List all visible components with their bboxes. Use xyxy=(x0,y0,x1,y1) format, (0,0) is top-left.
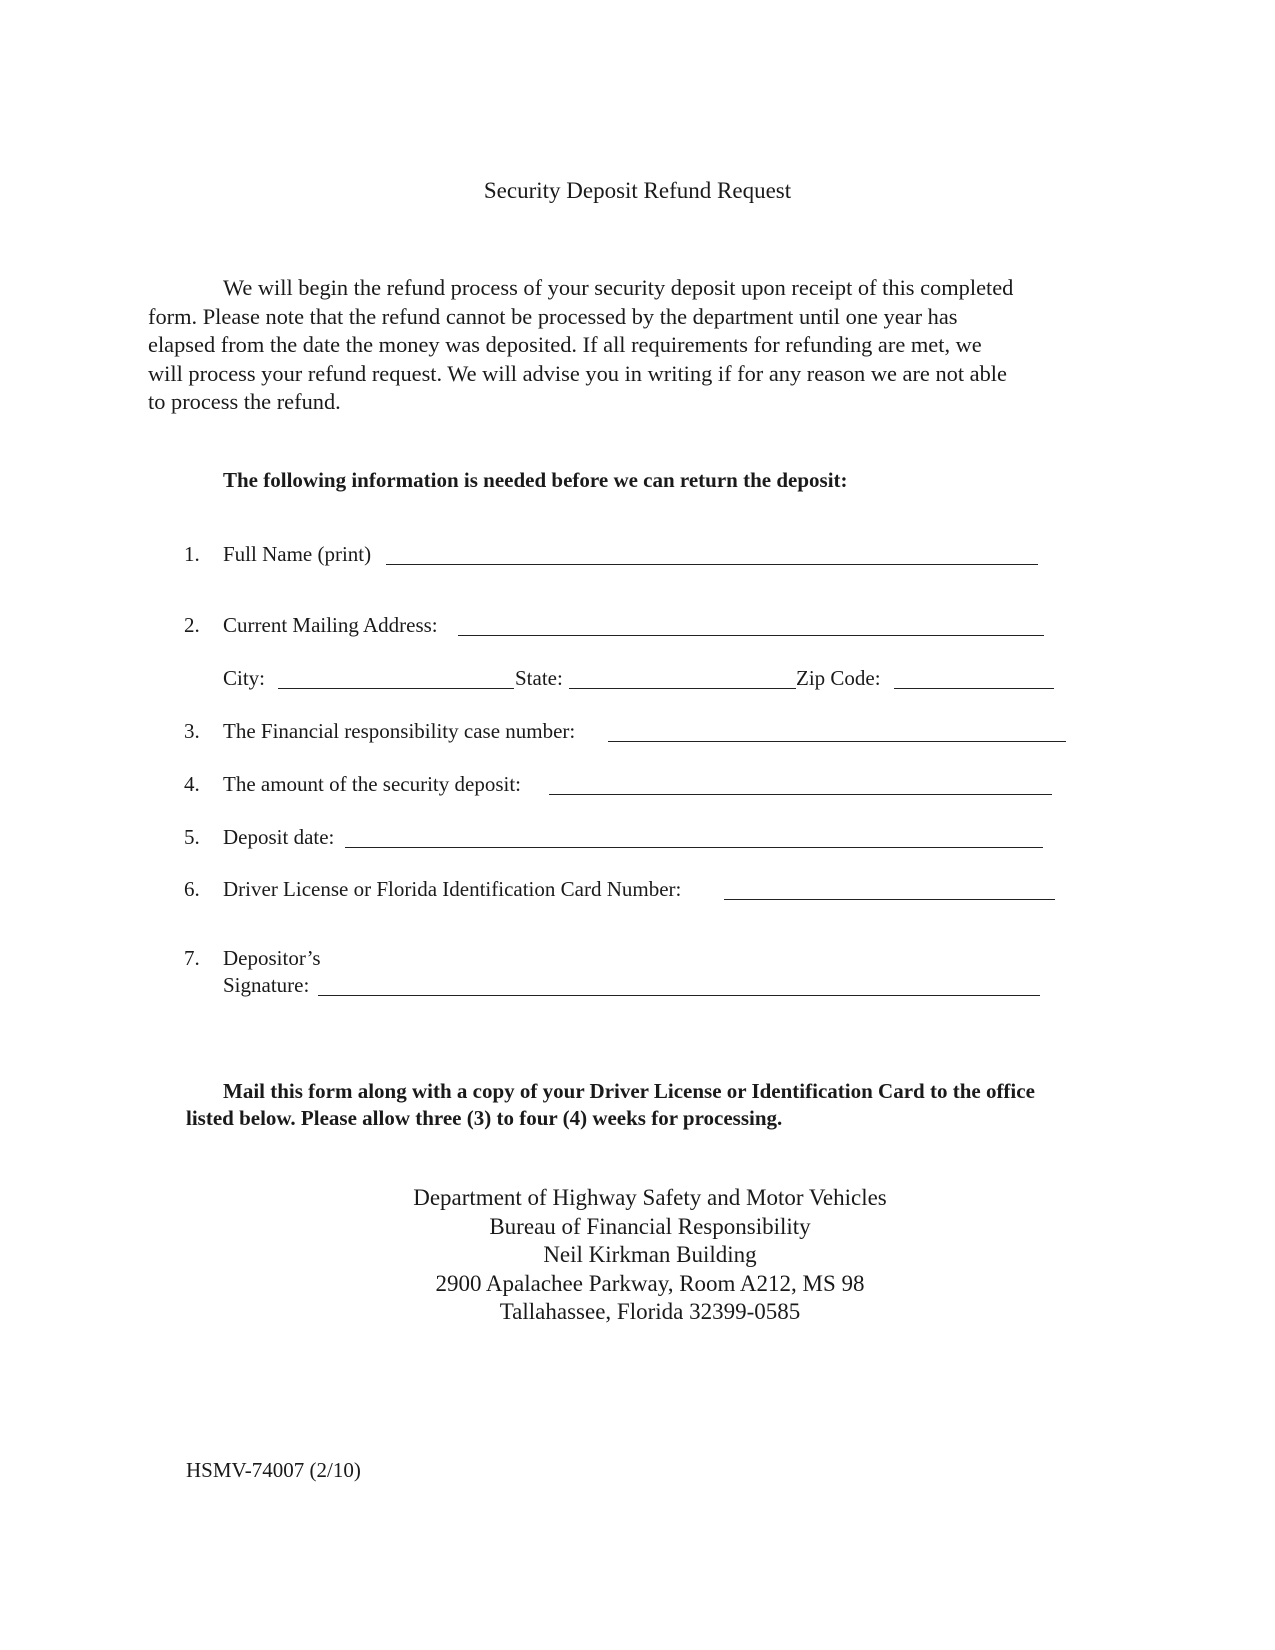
item-number: 2. xyxy=(184,613,200,637)
deposit-date-label: Deposit date: xyxy=(223,825,335,849)
intro-line: to process the refund. xyxy=(148,389,341,415)
case-number-label: The Financial responsibility case number: xyxy=(223,719,576,743)
intro-line: will process your refund request. We will advise you in writing if for any reason we are not able xyxy=(148,360,1007,386)
full-name-field[interactable] xyxy=(386,564,1038,565)
license-number-field[interactable] xyxy=(724,899,1055,900)
state-label: State: xyxy=(515,666,563,690)
address-line: 2900 Apalachee Parkway, Room A212, MS 98 xyxy=(435,1270,865,1296)
item-number: 6. xyxy=(184,877,200,901)
mailing-address-field[interactable] xyxy=(458,635,1044,636)
item-number: 7. xyxy=(184,946,200,970)
zip-code-field[interactable] xyxy=(894,688,1054,689)
page-title: Security Deposit Refund Request xyxy=(483,178,792,203)
intro-paragraph xyxy=(148,274,1120,417)
item-number: 3. xyxy=(184,719,200,743)
address-line: Neil Kirkman Building xyxy=(543,1242,757,1267)
address-line: Tallahassee, Florida 32399-0585 xyxy=(499,1299,801,1324)
deposit-amount-label: The amount of the security deposit: xyxy=(223,772,522,796)
case-number-field[interactable] xyxy=(608,741,1066,742)
mailing-address-label: Current Mailing Address: xyxy=(223,613,438,637)
city-label: City: xyxy=(223,666,266,690)
needed-heading: The following information is needed before we can return the deposit: xyxy=(223,468,848,492)
intro-line: elapsed from the date the money was deposited. If all requirements for refunding are met, we xyxy=(148,332,982,358)
deposit-date-field[interactable] xyxy=(345,847,1043,848)
license-number-label: Driver License or Florida Identification Card Number: xyxy=(223,877,682,901)
intro-line: form. Please note that the refund cannot be processed by the department until one year has xyxy=(148,303,958,329)
mailing-address-block xyxy=(0,1184,1275,1327)
state-field[interactable] xyxy=(569,688,796,689)
form-number: HSMV-74007 (2/10) xyxy=(186,1458,361,1482)
address-line: Department of Highway Safety and Motor Vehicles xyxy=(413,1185,887,1210)
item-number: 4. xyxy=(184,772,200,796)
address-line: Bureau of Financial Responsibility xyxy=(489,1213,811,1239)
mail-instructions xyxy=(186,1078,1126,1132)
full-name-label: Full Name (print) xyxy=(223,542,372,566)
item-number: 1. xyxy=(184,542,200,566)
zip-code-label: Zip Code: xyxy=(796,666,881,690)
city-field[interactable] xyxy=(278,688,514,689)
intro-line: We will begin the refund process of your security deposit upon receipt of this completed xyxy=(223,275,1014,300)
item-number: 5. xyxy=(184,825,200,849)
signature-label: Signature: xyxy=(223,973,310,997)
mail-line: listed below. Please allow three (3) to four (4) weeks for processing. xyxy=(186,1106,783,1130)
depositor-label: Depositor’s xyxy=(223,946,321,970)
deposit-amount-field[interactable] xyxy=(549,794,1052,795)
signature-field[interactable] xyxy=(318,995,1040,996)
mail-line: Mail this form along with a copy of your Driver License or Identification Card to the office xyxy=(223,1079,1035,1103)
